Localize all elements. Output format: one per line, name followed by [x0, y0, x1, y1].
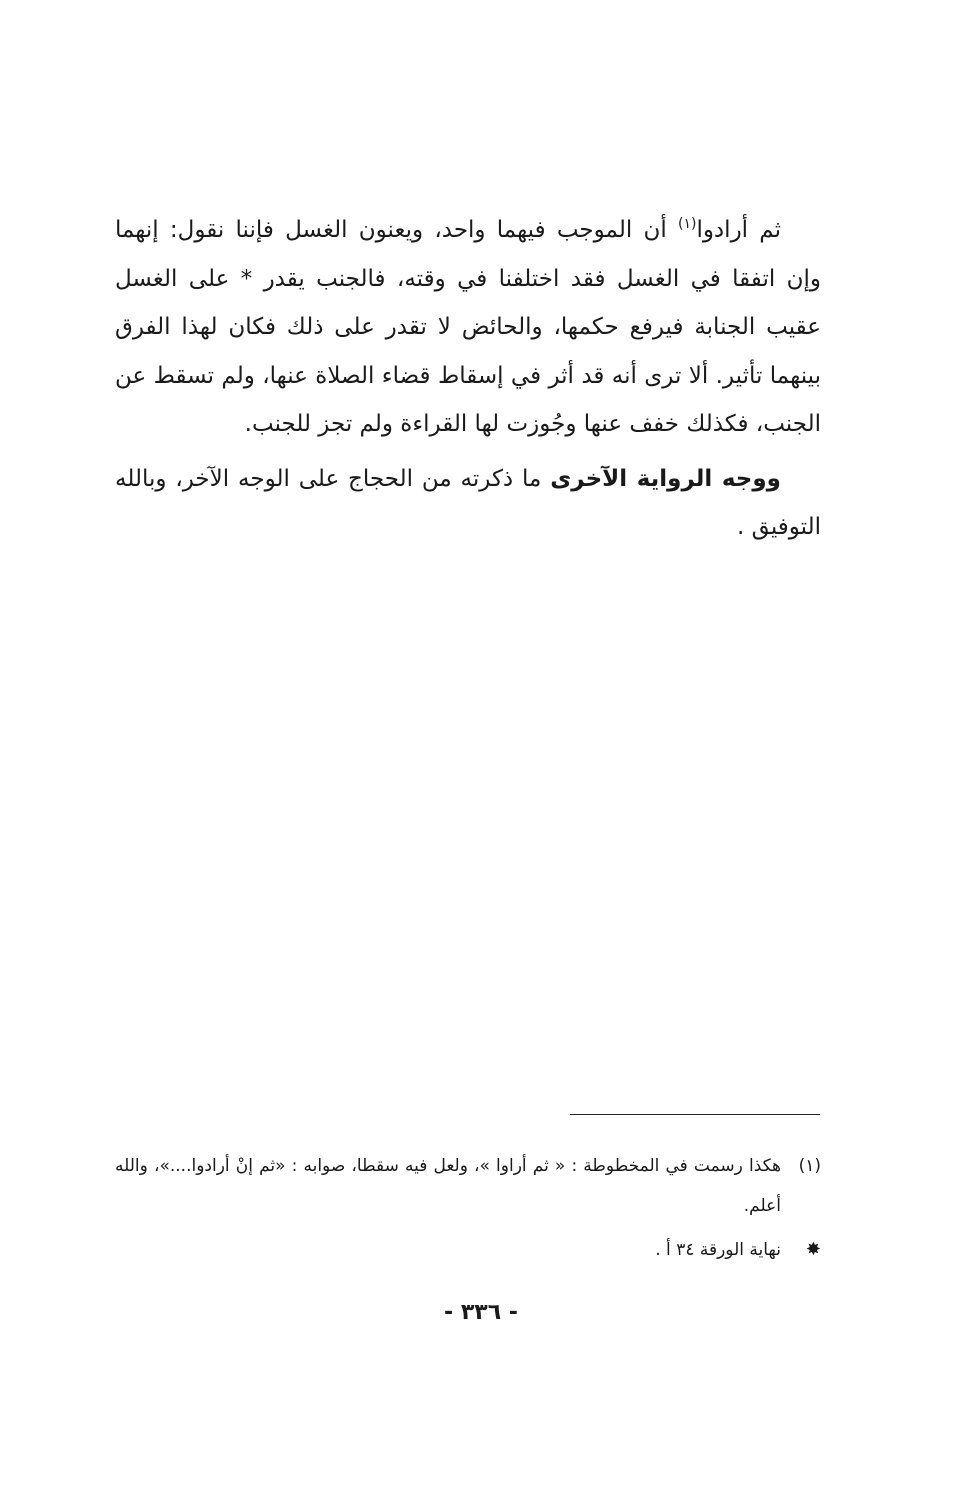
folio-note — [115, 1230, 821, 1270]
footnote-1-number: (١) — [798, 1156, 821, 1176]
paragraph-2-bold-phrase: الرواية الآخرى — [550, 465, 722, 492]
footnote-reference[interactable]: (١) — [677, 216, 697, 232]
footnote-1-text: هكذا رسمت في المخطوطة : « ثم أراوا »، ولعل فيه سقطا، صوابه : «ثم إنْ أرادوا....»، والله أعلم. — [115, 1156, 781, 1216]
folio-note-text: نهاية الورقة ٣٤ أ . — [655, 1240, 781, 1260]
footnote-1 — [115, 1146, 821, 1226]
paragraph-2 — [115, 455, 821, 552]
paragraph-2-text: ما ذكرته من الحجاج على الوجه الآخر، وبالله التوفيق . — [115, 465, 821, 540]
paragraph-1-text: أن الموجب فيهما واحد، ويعنون الغسل فإننا نقول: إنهما وإن اتفقا في الغسل فقد اختلفنا في وقته، فالجنب يقدر * على الغسل عقيب الجنابة فيرفع حكمها، والحائض لا تقدر على ذلك فكان لهذا الفرق بينهما تأثير. ألا ترى أنه قد أثر في إسقاط قضاء الصلاة عنها، ولم تسقط عن الجنب، فكذلك خفف عنها وجُوزت لها القراءة ولم تجز للجنب. — [115, 217, 821, 437]
paragraph-1 — [115, 206, 821, 449]
asterisk-icon: ✸ — [805, 1239, 821, 1260]
page-number: - ٣٣٦ - — [444, 1300, 518, 1325]
paragraph-2-opening: ووجه — [721, 465, 781, 492]
paragraph-1-opening: ثم أرادوا — [696, 217, 782, 243]
footnote-separator — [570, 1114, 820, 1115]
footnotes — [115, 1146, 821, 1270]
main-text — [115, 206, 821, 552]
